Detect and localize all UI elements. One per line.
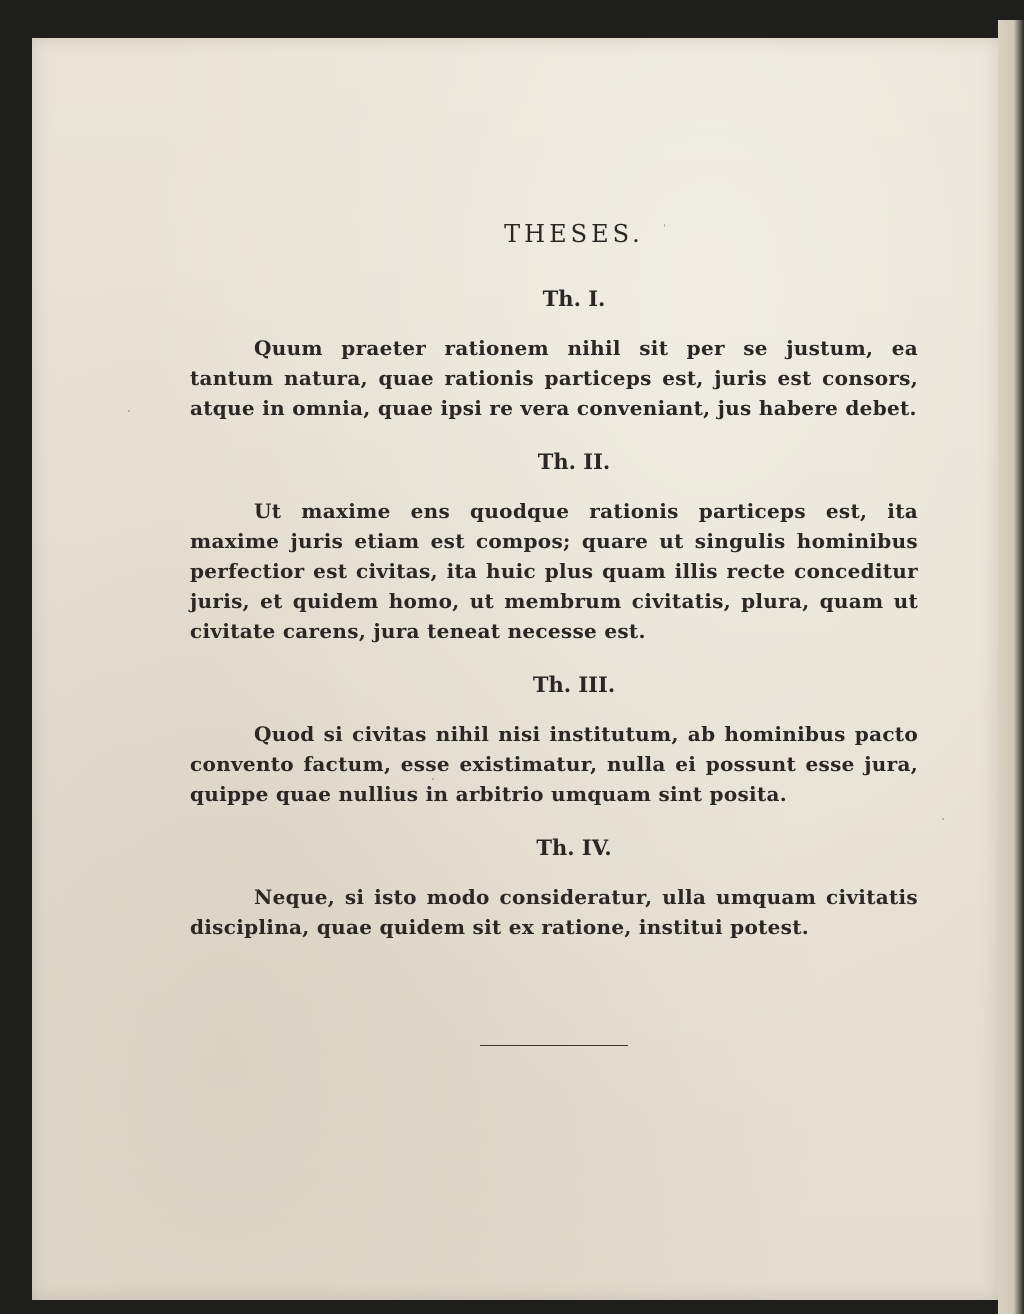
thesis-text: Quod si civitas nihil nisi institutum, ab hominibus pacto convento factum, esse existimatur, nulla ei possunt esse jura, quippe quae nullius in arbitrio umquam sint posita. [190, 722, 918, 806]
thesis-text: Ut maxime ens quodque rationis particeps est, ita maxime juris etiam est compos; quare ut singulis hominibus perfectior est civitas, ita huic plus quam illis recte conceditur juris, et quidem homo, ut membrum civitatis, plura, quam ut civitate carens, jura teneat necesse est. [190, 499, 918, 643]
paper-speck [128, 410, 130, 412]
paper-speck [942, 818, 944, 820]
page-title: THESES. [504, 220, 644, 248]
document-body [190, 220, 918, 968]
thesis-1 [190, 286, 918, 423]
thesis-text: Neque, si isto modo consideratur, ulla umquam civitatis disciplina, quae quidem sit ex ratione, institui potest. [190, 885, 918, 939]
thesis-3 [190, 672, 918, 809]
closing-rule [480, 1045, 628, 1046]
thesis-4 [190, 835, 918, 942]
thesis-2 [190, 449, 918, 646]
thesis-heading: Th. IV. [536, 835, 612, 860]
thesis-heading: Th. II. [537, 449, 611, 474]
thesis-text: Quum praeter rationem nihil sit per se justum, ea tantum natura, quae rationis particeps est, juris est consors, atque in omnia, quae ipsi re vera conveniant, jus habere debet. [190, 336, 918, 420]
thesis-heading: Th. III. [532, 672, 616, 697]
page-spine [998, 20, 1024, 1314]
thesis-heading: Th. I. [542, 286, 606, 311]
